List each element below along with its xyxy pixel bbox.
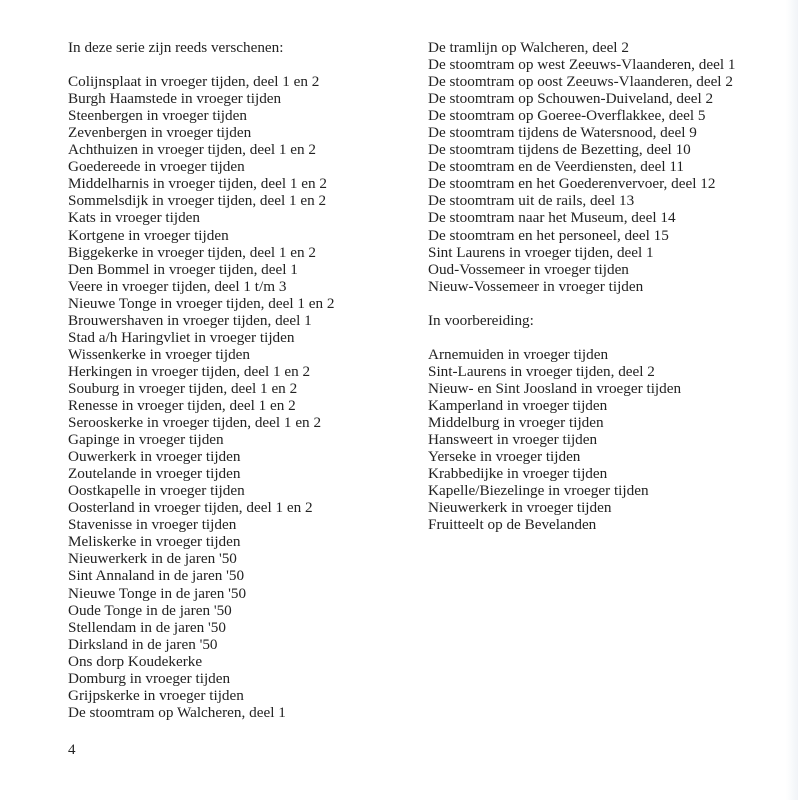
list-item: Meliskerke in vroeger tijden (68, 533, 241, 551)
list-item: Stavenisse in vroeger tijden (68, 516, 237, 534)
list-item: Oosterland in vroeger tijden, deel 1 en 2 (68, 499, 313, 517)
list-item: Nieuw-Vossemeer in vroeger tijden (428, 277, 644, 295)
list-item: Serooskerke in vroeger tijden, deel 1 en 2 (68, 414, 322, 432)
list-item: Nieuwe Tonge in vroeger tijden, deel 1 en 2 (68, 294, 335, 312)
list-item: Nieuwerkerk in vroeger tijden (428, 499, 612, 517)
list-item: Nieuwerkerk in de jaren '50 (68, 550, 237, 568)
list-item: Oostkapelle in vroeger tijden (68, 482, 245, 500)
list-item: De stoomtram tijdens de Bezetting, deel 10 (428, 141, 691, 159)
page-number: 4 (68, 742, 76, 758)
list-item: Zevenbergen in vroeger tijden (68, 124, 252, 142)
list-item: Den Bommel in vroeger tijden, deel 1 (68, 260, 298, 278)
published-list-column (68, 39, 334, 721)
list-item: Stellendam in de jaren '50 (68, 618, 226, 636)
list-item: Nieuw- en Sint Joosland in vroeger tijden (428, 379, 682, 397)
preparation-heading: In voorbereiding: (428, 311, 534, 329)
list-item: De stoomtram en het Goederenvervoer, deel 12 (428, 175, 716, 193)
list-item: Gapinge in vroeger tijden (68, 431, 224, 449)
list-item: Burgh Haamstede in vroeger tijden (68, 90, 282, 108)
list-item: De stoomtram op Schouwen-Duiveland, deel 2 (428, 90, 714, 108)
list-item: Fruitteelt op de Bevelanden (428, 516, 597, 534)
list-item: Goedereede in vroeger tijden (68, 158, 245, 176)
list-item: Nieuwe Tonge in de jaren '50 (68, 584, 247, 602)
list-item: De stoomtram op west Zeeuws-Vlaanderen, deel 1 (428, 56, 736, 74)
list-item: Dirksland in de jaren '50 (68, 635, 218, 653)
spacer (428, 329, 735, 346)
list-item: Middelharnis in vroeger tijden, deel 1 en 2 (68, 175, 327, 193)
list-item: Ouwerkerk in vroeger tijden (68, 448, 241, 466)
list-item: Yerseke in vroeger tijden (428, 448, 581, 466)
list-item: Kortgene in vroeger tijden (68, 226, 229, 244)
list-item: Achthuizen in vroeger tijden, deel 1 en 2 (68, 141, 316, 159)
published-list (68, 73, 334, 721)
list-item: Zoutelande in vroeger tijden (68, 465, 241, 483)
list-item: Sint Annaland in de jaren '50 (68, 567, 245, 585)
published-heading: In deze serie zijn reeds verschenen: (68, 39, 284, 56)
list-item: Oude Tonge in de jaren '50 (68, 601, 232, 619)
list-item: Sint-Laurens in vroeger tijden, deel 2 (428, 362, 655, 380)
spacer (68, 56, 334, 73)
page-edge-shadow (786, 0, 798, 800)
list-item: Ons dorp Koudekerke (68, 652, 203, 670)
list-item: Renesse in vroeger tijden, deel 1 en 2 (68, 396, 296, 414)
list-item: Wissenkerke in vroeger tijden (68, 345, 250, 363)
published-list-continued (428, 39, 735, 295)
list-item: Grijpskerke in vroeger tijden (68, 686, 244, 704)
list-item: De stoomtram uit de rails, deel 13 (428, 192, 635, 210)
preparation-list (428, 346, 735, 534)
list-item: De stoomtram tijdens de Watersnood, deel 9 (428, 124, 697, 142)
continued-list-column (428, 39, 735, 533)
list-item: De stoomtram naar het Museum, deel 14 (428, 209, 676, 227)
list-item: De stoomtram en het personeel, deel 15 (428, 226, 669, 244)
list-item: Sint Laurens in vroeger tijden, deel 1 (428, 243, 654, 261)
list-item: De stoomtram op Goeree-Overflakkee, deel 5 (428, 107, 706, 125)
list-item: Kats in vroeger tijden (68, 209, 201, 227)
list-item: Souburg in vroeger tijden, deel 1 en 2 (68, 379, 298, 397)
list-item: Sommelsdijk in vroeger tijden, deel 1 en 2 (68, 192, 327, 210)
list-item: Brouwershaven in vroeger tijden, deel 1 (68, 311, 312, 329)
list-item: De stoomtram op Walcheren, deel 1 (68, 703, 286, 721)
list-item: De stoomtram en de Veerdiensten, deel 11 (428, 158, 684, 176)
list-item: Biggekerke in vroeger tijden, deel 1 en 2 (68, 243, 316, 261)
list-item: Domburg in vroeger tijden (68, 669, 231, 687)
list-item: Kapelle/Biezelinge in vroeger tijden (428, 482, 649, 500)
list-item: De stoomtram op oost Zeeuws-Vlaanderen, deel 2 (428, 73, 733, 91)
list-item: Steenbergen in vroeger tijden (68, 107, 247, 125)
list-item: Colijnsplaat in vroeger tijden, deel 1 en 2 (68, 73, 320, 91)
list-item: Kamperland in vroeger tijden (428, 396, 608, 414)
list-item: Herkingen in vroeger tijden, deel 1 en 2 (68, 362, 311, 380)
list-item: Veere in vroeger tijden, deel 1 t/m 3 (68, 277, 287, 295)
list-item: Hansweert in vroeger tijden (428, 431, 598, 449)
list-item: Krabbedijke in vroeger tijden (428, 465, 608, 483)
spacer (428, 295, 735, 312)
list-item: Middelburg in vroeger tijden (428, 414, 604, 432)
list-item: Oud-Vossemeer in vroeger tijden (428, 260, 629, 278)
list-item: Arnemuiden in vroeger tijden (428, 345, 609, 363)
list-item: De tramlijn op Walcheren, deel 2 (428, 39, 629, 56)
list-item: Stad a/h Haringvliet in vroeger tijden (68, 328, 295, 346)
